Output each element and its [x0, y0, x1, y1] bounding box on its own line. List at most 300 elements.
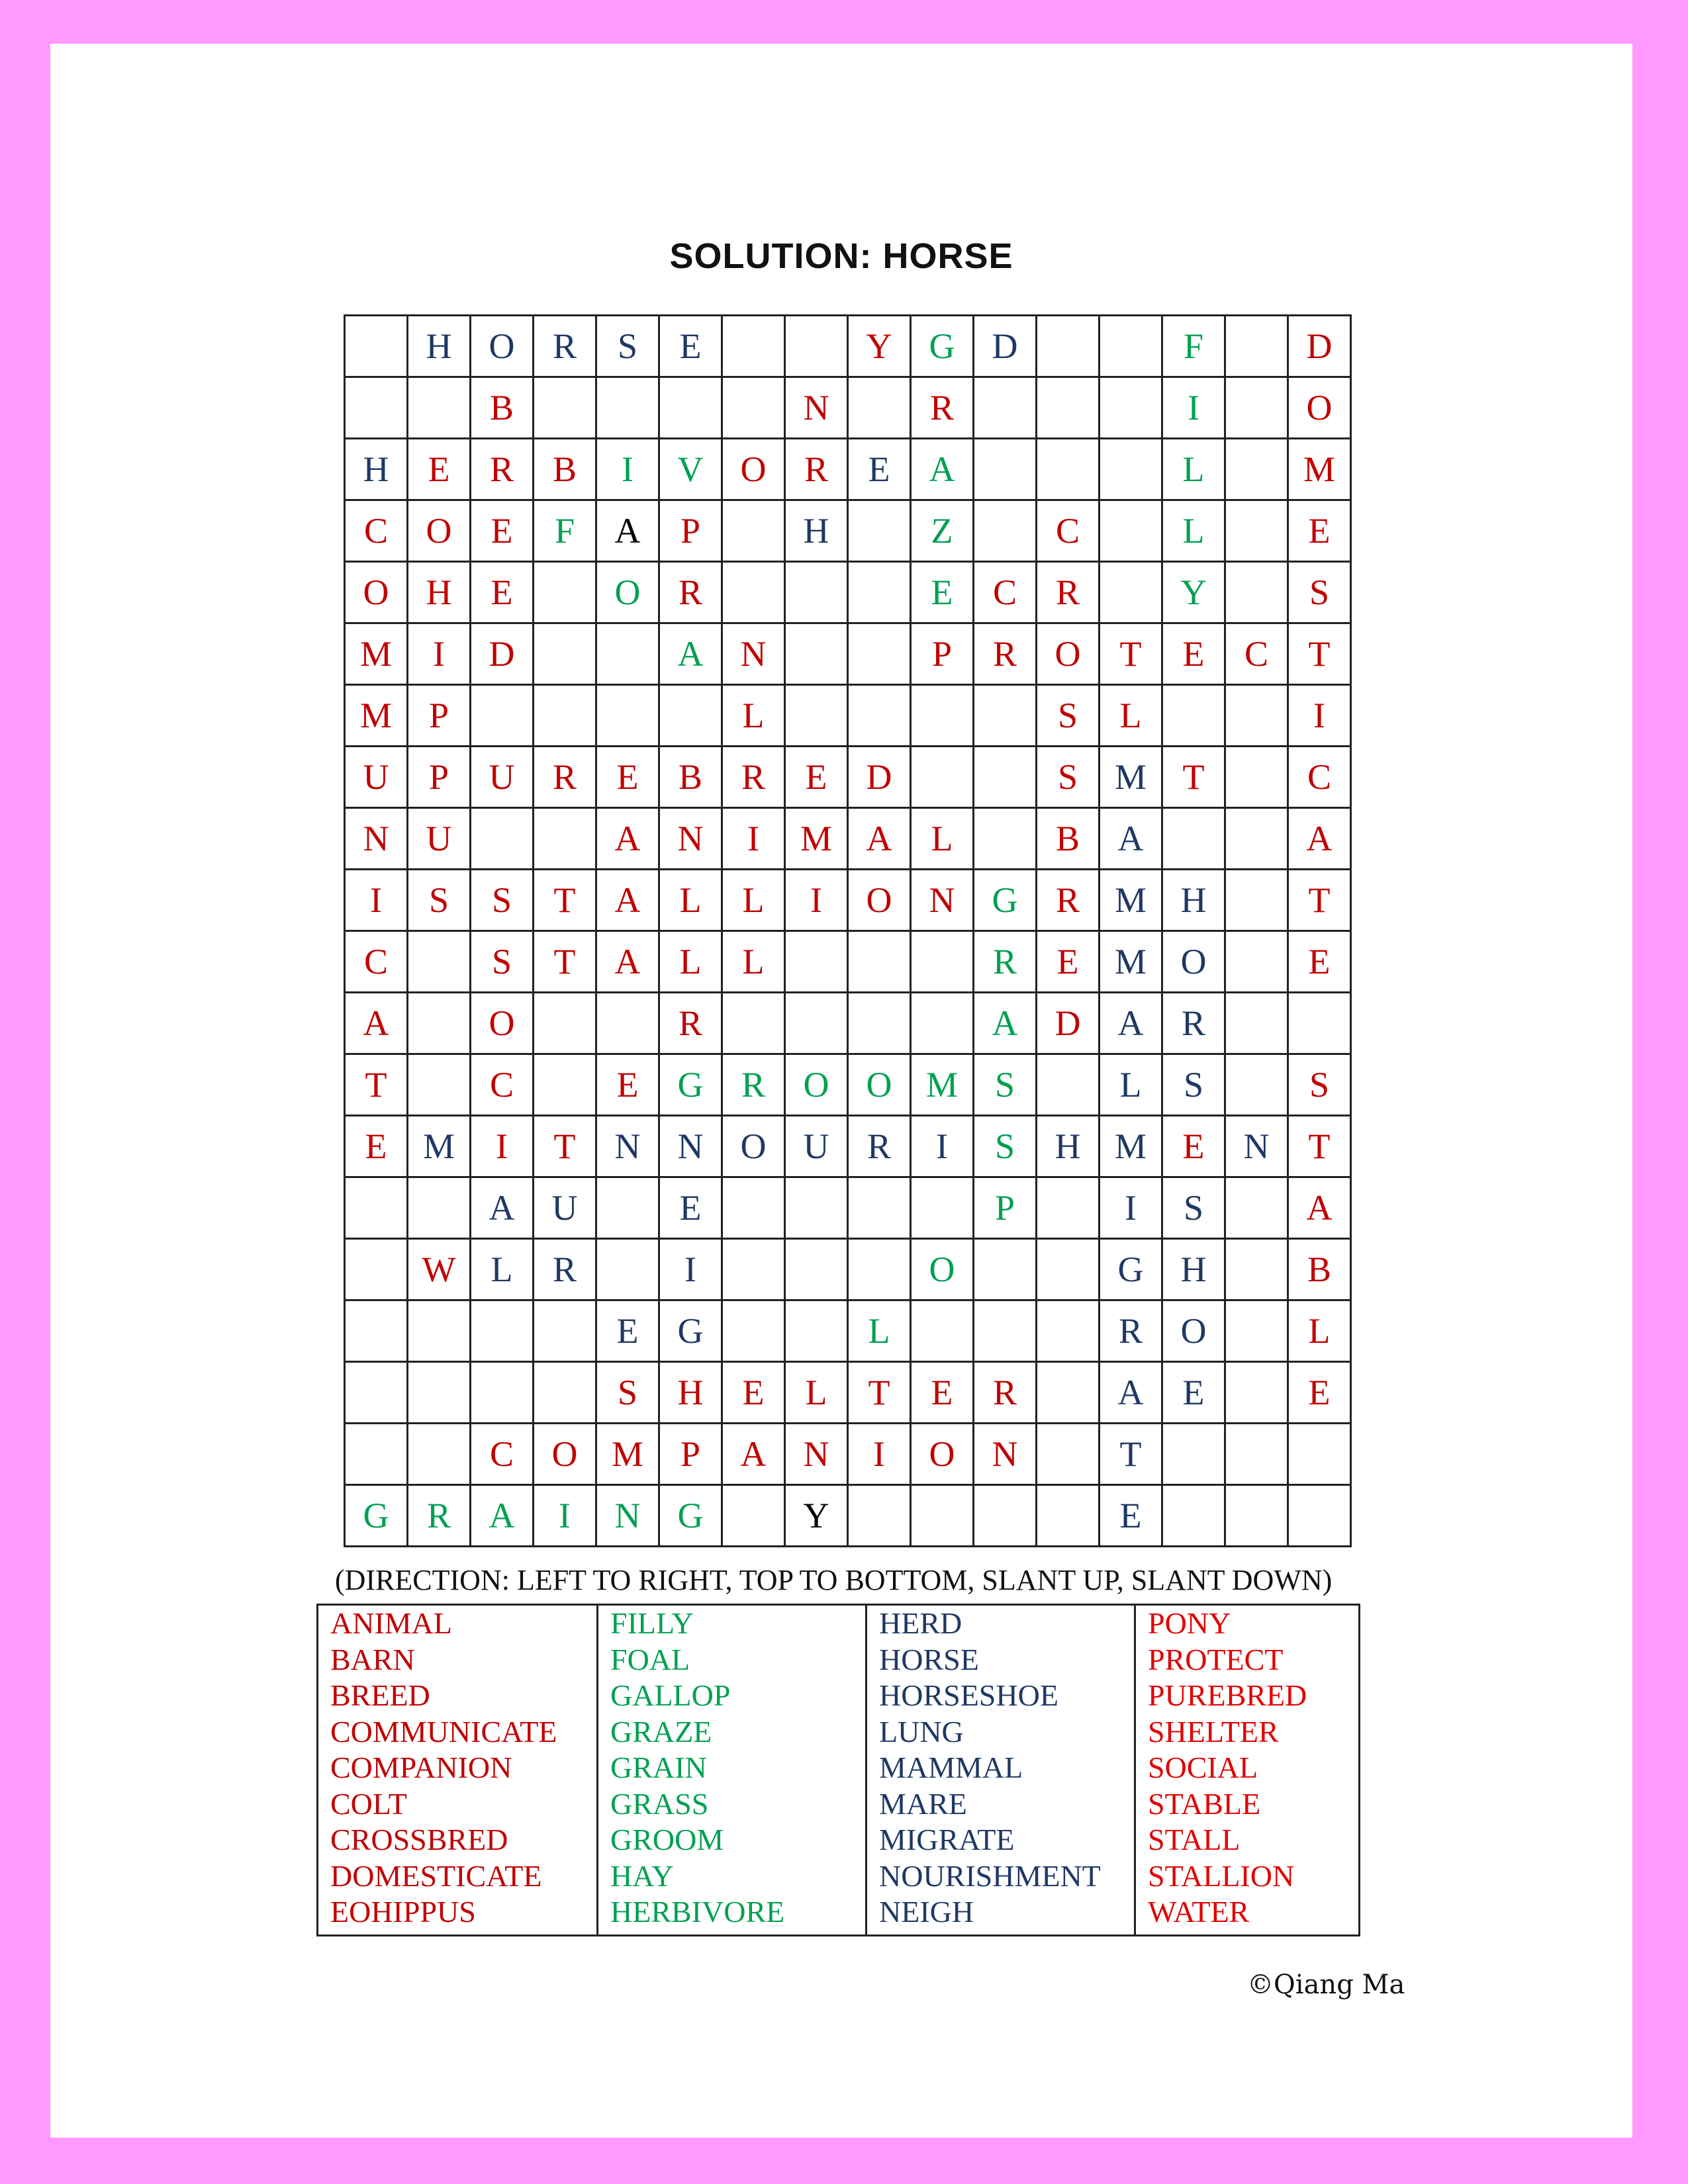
- grid-cell: C: [1288, 747, 1351, 808]
- grid-cell: P: [974, 1177, 1037, 1239]
- grid-cell: [722, 993, 785, 1054]
- grid-cell: [1037, 1485, 1100, 1547]
- grid-cell: R: [785, 439, 848, 500]
- grid-cell: O: [1162, 1300, 1225, 1362]
- grid-cell: P: [911, 623, 974, 685]
- grid-cell: N: [785, 1424, 848, 1485]
- grid-cell: A: [659, 623, 722, 685]
- grid-cell: P: [408, 747, 471, 808]
- grid-cell: A: [345, 993, 408, 1054]
- grid-cell: C: [345, 931, 408, 993]
- grid-row: [345, 439, 1351, 500]
- grid-cell: E: [1288, 931, 1351, 993]
- grid-cell: M: [345, 685, 408, 747]
- worksheet-page: [50, 44, 1632, 2138]
- grid-row: [345, 1116, 1351, 1177]
- grid-cell: C: [471, 1424, 534, 1485]
- word-item: GALLOP: [610, 1678, 731, 1712]
- grid-cell: L: [785, 1362, 848, 1424]
- grid-cell: Z: [911, 500, 974, 562]
- grid-cell: H: [408, 562, 471, 623]
- grid-cell: [1037, 1239, 1100, 1300]
- grid-cell: M: [596, 1424, 659, 1485]
- grid-cell: U: [408, 808, 471, 870]
- grid-row: [345, 1485, 1351, 1547]
- grid-cell: R: [534, 316, 596, 377]
- grid-cell: [345, 377, 408, 439]
- word-item: FOAL: [610, 1642, 690, 1676]
- grid-cell: [722, 1485, 785, 1547]
- grid-cell: [408, 1177, 471, 1239]
- grid-cell: E: [1162, 1362, 1225, 1424]
- grid-cell: N: [659, 808, 722, 870]
- grid-cell: A: [1288, 808, 1351, 870]
- grid-cell: E: [1288, 500, 1351, 562]
- grid-cell: G: [974, 870, 1037, 931]
- grid-cell: [848, 500, 911, 562]
- grid-cell: [408, 1054, 471, 1116]
- grid-cell: [785, 931, 848, 993]
- grid-cell: [974, 500, 1037, 562]
- grid-cell: E: [1037, 931, 1100, 993]
- grid-row: [345, 316, 1351, 377]
- grid-cell: [1037, 1424, 1100, 1485]
- grid-cell: B: [471, 377, 534, 439]
- grid-cell: L: [659, 931, 722, 993]
- grid-cell: U: [471, 747, 534, 808]
- grid-cell: [1225, 685, 1288, 747]
- grid-cell: [534, 1300, 596, 1362]
- grid-cell: U: [785, 1116, 848, 1177]
- grid-cell: M: [408, 1116, 471, 1177]
- grid-cell: E: [1288, 1362, 1351, 1424]
- grid-cell: A: [848, 808, 911, 870]
- grid-cell: T: [1162, 747, 1225, 808]
- grid-cell: R: [1162, 993, 1225, 1054]
- grid-cell: [722, 562, 785, 623]
- grid-cell: [974, 1239, 1037, 1300]
- grid-cell: [1225, 808, 1288, 870]
- word-column: [867, 1605, 1135, 1936]
- word-item: MARE: [879, 1786, 967, 1821]
- grid-cell: [1225, 439, 1288, 500]
- grid-cell: [1037, 439, 1100, 500]
- grid-cell: G: [345, 1485, 408, 1547]
- grid-cell: T: [1288, 870, 1351, 931]
- word-item: HORSESHOE: [879, 1678, 1058, 1712]
- grid-cell: G: [1100, 1239, 1162, 1300]
- grid-cell: [534, 623, 596, 685]
- word-item: COMMUNICATE: [330, 1714, 557, 1749]
- word-column: [318, 1605, 598, 1936]
- grid-cell: [1225, 1239, 1288, 1300]
- grid-cell: T: [1100, 623, 1162, 685]
- word-item: STALLION: [1148, 1858, 1295, 1893]
- grid-cell: [408, 1300, 471, 1362]
- grid-cell: N: [722, 623, 785, 685]
- grid-cell: I: [1162, 377, 1225, 439]
- grid-cell: A: [1100, 993, 1162, 1054]
- grid-cell: I: [722, 808, 785, 870]
- grid-cell: H: [785, 500, 848, 562]
- grid-cell: [911, 931, 974, 993]
- grid-cell: S: [974, 1116, 1037, 1177]
- grid-cell: A: [471, 1485, 534, 1547]
- grid-cell: [911, 993, 974, 1054]
- grid-cell: L: [722, 685, 785, 747]
- word-item: MIGRATE: [879, 1823, 1015, 1856]
- grid-cell: B: [659, 747, 722, 808]
- grid-cell: N: [659, 1116, 722, 1177]
- grid-cell: [785, 562, 848, 623]
- word-item: HERD: [879, 1606, 962, 1640]
- grid-cell: E: [911, 1362, 974, 1424]
- grid-cell: R: [408, 1485, 471, 1547]
- grid-cell: U: [345, 747, 408, 808]
- grid-cell: T: [1100, 1424, 1162, 1485]
- grid-cell: [1100, 439, 1162, 500]
- grid-cell: E: [659, 316, 722, 377]
- grid-cell: D: [471, 623, 534, 685]
- grid-cell: H: [345, 439, 408, 500]
- word-item: STALL: [1148, 1823, 1241, 1856]
- grid-cell: [722, 316, 785, 377]
- grid-cell: R: [974, 1362, 1037, 1424]
- grid-row: [345, 870, 1351, 931]
- grid-cell: A: [596, 500, 659, 562]
- grid-row: [345, 500, 1351, 562]
- grid-cell: D: [974, 316, 1037, 377]
- grid-cell: [596, 685, 659, 747]
- grid-cell: I: [1288, 685, 1351, 747]
- grid-cell: [1225, 870, 1288, 931]
- grid-cell: S: [1162, 1054, 1225, 1116]
- grid-cell: O: [722, 1116, 785, 1177]
- grid-cell: O: [471, 993, 534, 1054]
- grid-cell: I: [848, 1424, 911, 1485]
- grid-cell: [785, 1239, 848, 1300]
- grid-cell: N: [974, 1424, 1037, 1485]
- word-item: PUREBRED: [1148, 1678, 1307, 1712]
- grid-cell: R: [974, 931, 1037, 993]
- word-item: BARN: [330, 1642, 415, 1676]
- grid-cell: A: [974, 993, 1037, 1054]
- grid-cell: E: [1100, 1485, 1162, 1547]
- direction-note: (DIRECTION: LEFT TO RIGHT, TOP TO BOTTOM, SLANT UP, SLANT DOWN): [335, 1564, 1333, 1596]
- grid-row: [345, 993, 1351, 1054]
- grid-cell: I: [1100, 1177, 1162, 1239]
- grid-cell: [785, 1177, 848, 1239]
- grid-cell: D: [1037, 993, 1100, 1054]
- grid-cell: A: [596, 931, 659, 993]
- grid-cell: O: [848, 1054, 911, 1116]
- grid-cell: M: [1100, 870, 1162, 931]
- grid-cell: [534, 562, 596, 623]
- grid-cell: [345, 1362, 408, 1424]
- grid-cell: I: [911, 1116, 974, 1177]
- word-item: STABLE: [1148, 1786, 1261, 1821]
- grid-cell: O: [848, 870, 911, 931]
- grid-cell: [534, 808, 596, 870]
- grid-cell: [848, 623, 911, 685]
- grid-cell: [345, 1177, 408, 1239]
- grid-cell: [1037, 316, 1100, 377]
- grid-cell: R: [722, 747, 785, 808]
- grid-cell: [596, 1239, 659, 1300]
- grid-cell: A: [722, 1424, 785, 1485]
- grid-cell: T: [534, 870, 596, 931]
- grid-cell: S: [408, 870, 471, 931]
- word-item: HERBIVORE: [610, 1895, 785, 1929]
- grid-cell: C: [974, 562, 1037, 623]
- grid-cell: P: [659, 500, 722, 562]
- word-item: ANIMAL: [330, 1606, 452, 1640]
- grid-cell: [408, 993, 471, 1054]
- grid-cell: O: [345, 562, 408, 623]
- grid-cell: [534, 1054, 596, 1116]
- grid-row: [345, 808, 1351, 870]
- grid-cell: [722, 1177, 785, 1239]
- grid-cell: O: [1037, 623, 1100, 685]
- grid-cell: [1225, 1177, 1288, 1239]
- grid-cell: A: [596, 808, 659, 870]
- grid-cell: [911, 1485, 974, 1547]
- grid-cell: A: [471, 1177, 534, 1239]
- grid-row: [345, 1239, 1351, 1300]
- grid-cell: [1037, 1362, 1100, 1424]
- grid-cell: [1225, 1300, 1288, 1362]
- copyright-text: ©Qiang Ma: [1247, 1970, 1405, 2000]
- grid-cell: [659, 685, 722, 747]
- grid-cell: [345, 316, 408, 377]
- grid-row: [345, 685, 1351, 747]
- grid-cell: N: [785, 377, 848, 439]
- grid-cell: [345, 1300, 408, 1362]
- grid-cell: R: [911, 377, 974, 439]
- grid-cell: I: [785, 870, 848, 931]
- grid-cell: S: [596, 316, 659, 377]
- grid-cell: [974, 1300, 1037, 1362]
- grid-cell: [534, 377, 596, 439]
- grid-cell: R: [534, 1239, 596, 1300]
- grid-cell: I: [471, 1116, 534, 1177]
- grid-cell: I: [596, 439, 659, 500]
- word-item: NEIGH: [879, 1895, 974, 1929]
- grid-cell: [1162, 685, 1225, 747]
- grid-cell: D: [848, 747, 911, 808]
- grid-cell: O: [471, 316, 534, 377]
- word-item: HAY: [610, 1858, 674, 1893]
- grid-cell: [408, 1362, 471, 1424]
- word-search-grid: [344, 314, 1352, 1547]
- grid-cell: C: [345, 500, 408, 562]
- grid-cell: L: [848, 1300, 911, 1362]
- word-item: GROOM: [610, 1823, 724, 1856]
- grid-cell: S: [1288, 1054, 1351, 1116]
- grid-cell: O: [534, 1424, 596, 1485]
- grid-cell: [785, 623, 848, 685]
- grid-cell: L: [1162, 439, 1225, 500]
- grid-cell: R: [974, 623, 1037, 685]
- grid-cell: E: [345, 1116, 408, 1177]
- grid-cell: L: [659, 870, 722, 931]
- grid-cell: [1225, 1424, 1288, 1485]
- grid-cell: [1037, 1300, 1100, 1362]
- grid-cell: R: [534, 747, 596, 808]
- grid-cell: T: [345, 1054, 408, 1116]
- grid-cell: [911, 747, 974, 808]
- grid-cell: [722, 500, 785, 562]
- grid-cell: [1100, 377, 1162, 439]
- word-item: GRAZE: [610, 1714, 712, 1749]
- grid-cell: S: [1037, 747, 1100, 808]
- grid-cell: A: [1100, 1362, 1162, 1424]
- grid-cell: I: [345, 870, 408, 931]
- grid-cell: M: [1288, 439, 1351, 500]
- grid-cell: T: [1288, 1116, 1351, 1177]
- grid-cell: [848, 1485, 911, 1547]
- grid-cell: E: [1162, 623, 1225, 685]
- grid-cell: R: [1100, 1300, 1162, 1362]
- grid-cell: N: [1225, 1116, 1288, 1177]
- grid-cell: [1037, 377, 1100, 439]
- grid-cell: B: [534, 439, 596, 500]
- grid-cell: [1225, 747, 1288, 808]
- grid-cell: [848, 562, 911, 623]
- grid-cell: [1225, 1054, 1288, 1116]
- word-item: MAMMAL: [879, 1751, 1023, 1784]
- grid-cell: S: [1037, 685, 1100, 747]
- word-item: NOURISHMENT: [879, 1858, 1101, 1893]
- grid-cell: [1225, 316, 1288, 377]
- grid-cell: [1225, 931, 1288, 993]
- grid-cell: R: [1037, 562, 1100, 623]
- grid-cell: I: [534, 1485, 596, 1547]
- grid-cell: G: [659, 1054, 722, 1116]
- grid-cell: S: [1288, 562, 1351, 623]
- grid-row: [345, 623, 1351, 685]
- grid-cell: P: [408, 685, 471, 747]
- grid-cell: [722, 377, 785, 439]
- word-item: SOCIAL: [1148, 1751, 1258, 1784]
- grid-row: [345, 1177, 1351, 1239]
- grid-cell: C: [1225, 623, 1288, 685]
- grid-cell: A: [596, 870, 659, 931]
- grid-cell: Y: [1162, 562, 1225, 623]
- grid-cell: [1162, 1424, 1225, 1485]
- word-item: HORSE: [879, 1642, 979, 1676]
- word-item: DOMESTICATE: [330, 1858, 542, 1893]
- grid-cell: O: [785, 1054, 848, 1116]
- grid-cell: [911, 685, 974, 747]
- word-item: FILLY: [610, 1606, 694, 1640]
- grid-cell: [1225, 500, 1288, 562]
- grid-cell: V: [659, 439, 722, 500]
- word-column: [598, 1605, 867, 1936]
- grid-cell: P: [659, 1424, 722, 1485]
- grid-cell: F: [534, 500, 596, 562]
- grid-cell: L: [1100, 1054, 1162, 1116]
- grid-cell: E: [848, 439, 911, 500]
- grid-cell: M: [785, 808, 848, 870]
- grid-cell: [1225, 1485, 1288, 1547]
- grid-cell: [974, 747, 1037, 808]
- grid-cell: [722, 1239, 785, 1300]
- grid-cell: M: [1100, 747, 1162, 808]
- grid-row: [345, 1424, 1351, 1485]
- grid-cell: N: [911, 870, 974, 931]
- word-item: EOHIPPUS: [330, 1895, 476, 1929]
- word-bank: [316, 1604, 1360, 1936]
- grid-cell: [1100, 316, 1162, 377]
- grid-row: [345, 377, 1351, 439]
- grid-cell: R: [471, 439, 534, 500]
- grid-cell: Y: [848, 316, 911, 377]
- grid-cell: S: [471, 931, 534, 993]
- grid-cell: [974, 377, 1037, 439]
- grid-cell: G: [659, 1485, 722, 1547]
- grid-cell: E: [1162, 1116, 1225, 1177]
- grid-cell: W: [408, 1239, 471, 1300]
- grid-cell: [848, 993, 911, 1054]
- grid-cell: [848, 1239, 911, 1300]
- grid-cell: N: [345, 808, 408, 870]
- grid-cell: M: [345, 623, 408, 685]
- grid-cell: [408, 1424, 471, 1485]
- grid-cell: E: [659, 1177, 722, 1239]
- word-item: CROSSBRED: [330, 1823, 508, 1856]
- grid-cell: [974, 808, 1037, 870]
- grid-cell: D: [1288, 316, 1351, 377]
- word-item: GRASS: [610, 1786, 709, 1821]
- grid-cell: L: [1288, 1300, 1351, 1362]
- grid-cell: [1225, 562, 1288, 623]
- grid-cell: [848, 377, 911, 439]
- grid-cell: [408, 931, 471, 993]
- grid-cell: [1225, 993, 1288, 1054]
- grid-cell: [596, 1177, 659, 1239]
- grid-cell: F: [1162, 316, 1225, 377]
- grid-cell: [471, 1300, 534, 1362]
- grid-cell: B: [1037, 808, 1100, 870]
- grid-cell: [848, 685, 911, 747]
- grid-cell: [1162, 808, 1225, 870]
- grid-cell: [1100, 562, 1162, 623]
- grid-cell: M: [911, 1054, 974, 1116]
- grid-cell: L: [471, 1239, 534, 1300]
- grid-cell: H: [1162, 1239, 1225, 1300]
- grid-cell: [1037, 1054, 1100, 1116]
- grid-cell: [1288, 1424, 1351, 1485]
- grid-cell: C: [1037, 500, 1100, 562]
- grid-cell: [1225, 377, 1288, 439]
- grid-cell: A: [1100, 808, 1162, 870]
- grid-cell: H: [659, 1362, 722, 1424]
- grid-cell: [1037, 1177, 1100, 1239]
- grid-cell: [534, 685, 596, 747]
- grid-cell: A: [1288, 1177, 1351, 1239]
- grid-cell: L: [1100, 685, 1162, 747]
- grid-cell: O: [911, 1424, 974, 1485]
- grid-cell: O: [1288, 377, 1351, 439]
- grid-cell: [596, 623, 659, 685]
- grid-cell: E: [785, 747, 848, 808]
- grid-cell: O: [911, 1239, 974, 1300]
- grid-cell: E: [471, 562, 534, 623]
- grid-row: [345, 931, 1351, 993]
- word-column: [1135, 1605, 1360, 1936]
- grid-cell: [534, 1362, 596, 1424]
